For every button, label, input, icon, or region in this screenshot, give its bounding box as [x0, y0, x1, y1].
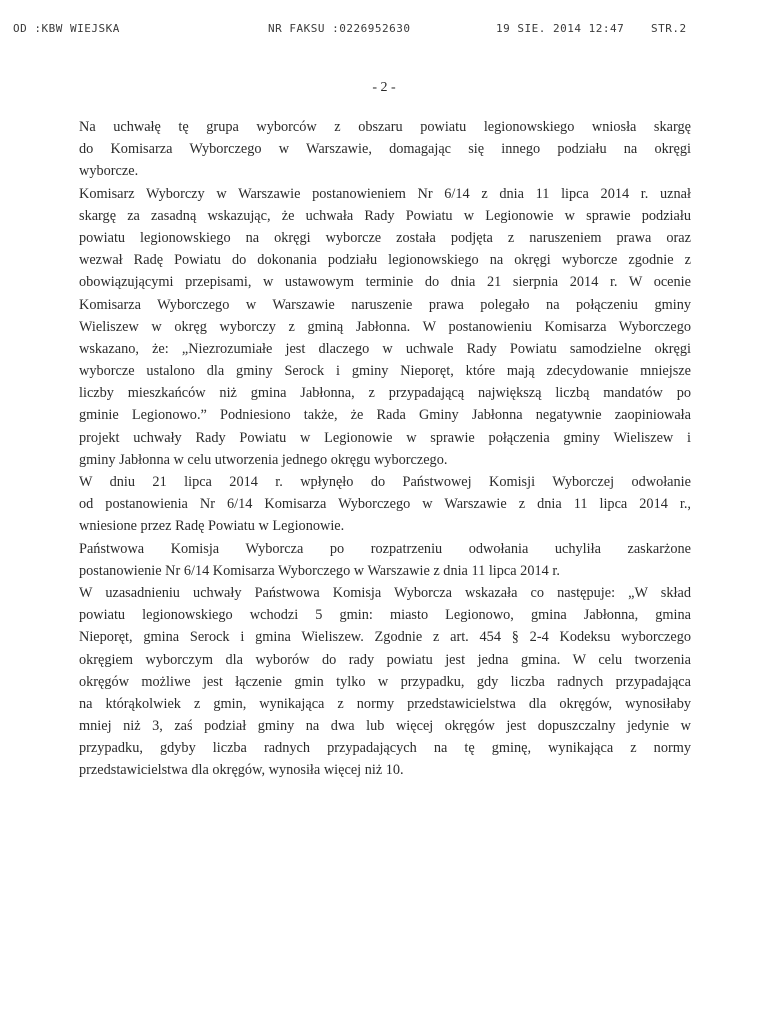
- paragraph-line: Komisarza Wyborczego w Warszawie naruszenie prawa polegało na połączeniu gminy: [79, 296, 691, 313]
- paragraph: [79, 116, 691, 183]
- fax-number: NR FAKSU :0226952630: [268, 22, 411, 35]
- paragraph: [79, 538, 691, 582]
- paragraph-line: skargę za zasadną wskazując, że uchwała Rady Powiatu w Legionowie w sprawie podziału: [79, 207, 691, 224]
- fax-sender: OD :KBW WIEJSKA: [13, 22, 120, 35]
- paragraph-line: od postanowienia Nr 6/14 Komisarza Wyborczego w Warszawie z dnia 11 lipca 2014 r.,: [79, 496, 691, 513]
- paragraph-line: Wieliszew w okręg wyborczy z gminą Jabłonna. W postanowieniu Komisarza Wyborczego: [79, 318, 691, 335]
- paragraph-line: gminie Legionowo.” Podniesiono także, że Rada Gminy Jabłonna negatywnie zaopiniowała: [79, 407, 691, 424]
- document-body: [79, 116, 691, 782]
- paragraph-line: liczby mieszkańców niż gmina Jabłonna, z przypadającą największą liczbą mandatów po: [79, 385, 691, 402]
- paragraph-line: Nieporęt, gmina Serock i gmina Wieliszew. Zgodnie z art. 454 § 2-4 Kodeksu wyborczego: [79, 629, 691, 646]
- paragraph-line: wniesione przez Radę Powiatu w Legionowie.: [79, 518, 345, 535]
- paragraph-line: Państwowa Komisja Wyborcza po rozpatrzeniu odwołania uchyliła zaskarżone: [79, 540, 691, 557]
- fax-page-label: STR.2: [651, 22, 687, 35]
- paragraph-line: wezwał Radę Powiatu do dokonania podziału legionowskiego na okręgi wyborcze zgodnie z: [79, 252, 691, 269]
- paragraph-line: do Komisarza Wyborczego w Warszawie, domagając się innego podziału na okręgi: [79, 141, 691, 158]
- paragraph-line: wskazano, że: „Niezrozumiałe jest dlaczego w uchwale Rady Powiatu samodzielne okręgi: [79, 340, 691, 357]
- paragraph-line: W dniu 21 lipca 2014 r. wpłynęło do Państwowej Komisji Wyborczej odwołanie: [79, 474, 691, 490]
- paragraph-line: wyborcze.: [79, 163, 139, 180]
- paragraph-line: Komisarz Wyborczy w Warszawie postanowieniem Nr 6/14 z dnia 11 lipca 2014 r. uznał: [79, 185, 691, 202]
- paragraph-line: projekt uchwały Rady Powiatu w Legionowie w sprawie połączenia gminy Wieliszew i: [79, 429, 691, 446]
- paragraph: [79, 183, 691, 471]
- page-number: - 2 -: [372, 80, 396, 95]
- paragraph-line: Na uchwałę tę grupa wyborców z obszaru powiatu legionowskiego wniosła skargę: [79, 119, 691, 135]
- paragraph-line: postanowienie Nr 6/14 Komisarza Wyborczego w Warszawie z dnia 11 lipca 2014 r.: [79, 562, 560, 579]
- paragraph-line: powiatu legionowskiego na okręgi wyborcze została podjęta z naruszeniem prawa oraz: [79, 229, 691, 246]
- paragraph-line: obowiązującymi przepisami, w ustawowym terminie do dnia 21 sierpnia 2014 r. W ocenie: [79, 274, 691, 291]
- paragraph-line: W uzasadnieniu uchwały Państwowa Komisja Wyborcza wskazała co następuje: „W skład: [79, 584, 691, 601]
- paragraph: [79, 582, 691, 782]
- paragraph-line: przypadku, gdyby liczba radnych przypadających na tę gminę, wynikająca z normy: [79, 740, 691, 757]
- paragraph-line: przedstawicielstwa dla okręgów, wynosiła więcej niż 10.: [79, 762, 404, 779]
- paragraph-line: okręgiem wyborczym dla wyborów do rady powiatu jest jedna gmina. W celu tworzenia: [79, 651, 691, 668]
- paragraph-line: mniej niż 3, zaś podział gminy na dwa lub więcej okręgów jest dopuszczalny jedynie w: [79, 718, 691, 735]
- paragraph-line: okręgów możliwe jest łączenie gmin tylko w przypadku, gdy liczba radnych przypadająca: [79, 673, 691, 690]
- paragraph-line: na którąkolwiek z gmin, wynikająca z normy przedstawicielstwa dla okręgów, wynosiłaby: [79, 695, 691, 712]
- fax-datetime: 19 SIE. 2014 12:47: [496, 22, 625, 35]
- paragraph-line: wyborcze ustalono dla gminy Serock i gminy Nieporęt, które mają zdecydowanie mniejsze: [79, 363, 691, 380]
- paragraph-line: gminy Jabłonna w celu utworzenia jednego okręgu wyborczego.: [79, 451, 448, 468]
- paragraph: [79, 471, 691, 538]
- fax-header: [0, 22, 768, 38]
- paragraph-line: powiatu legionowskiego wchodzi 5 gmin: miasto Legionowo, gmina Jabłonna, gmina: [79, 607, 691, 624]
